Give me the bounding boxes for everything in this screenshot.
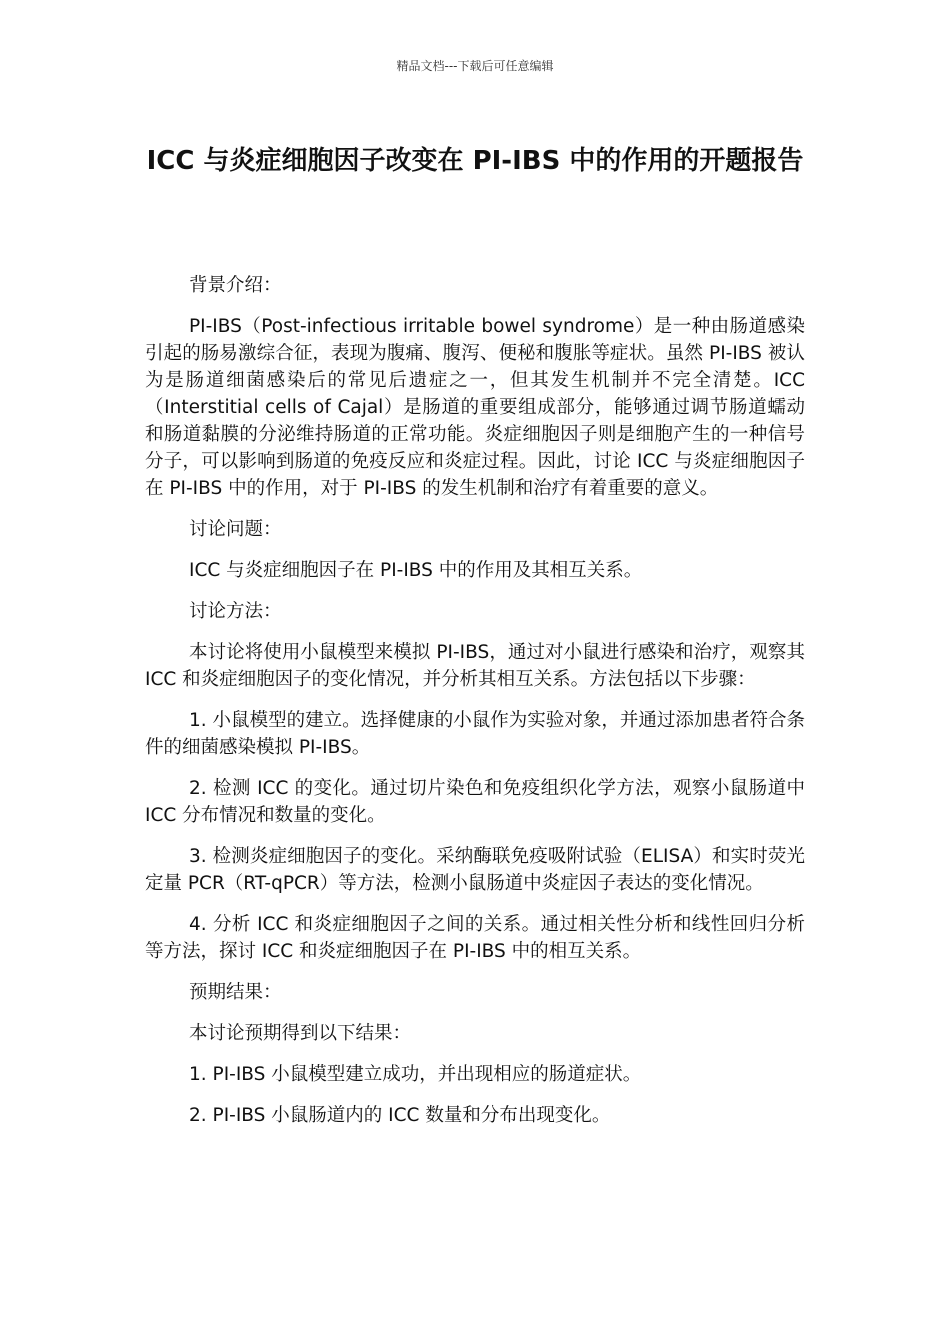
- method-step-2: 2. 检测 ICC 的变化。通过切片染色和免疫组织化学方法，观察小鼠肠道中 ICC 分布情况和数量的变化。: [145, 778, 805, 826]
- method-step-4: 4. 分析 ICC 和炎症细胞因子之间的关系。通过相关性分析和线性回归分析等方法，探讨 ICC 和炎症细胞因子在 PI-IBS 中的相互关系。: [145, 914, 805, 962]
- document-title: ICC 与炎症细胞因子改变在 PI-IBS 中的作用的开题报告: [146, 146, 804, 176]
- method-heading: 讨论方法：: [189, 601, 282, 622]
- background-paragraph: PI-IBS（Post-infectious irritable bowel syndrome）是一种由肠道感染引起的肠易激综合征，表现为腹痛、腹泻、便秘和腹胀等症状。虽然 PI-IBS 被认为是肠道细菌感染后的常见后遗症之一，但其发生机制并不完全清楚。ICC（Interstitial cells of Cajal）是肠道的重要组成部分，能够通过调节肠道蠕动和肠道黏膜的分泌维持肠道的正常功能。炎症细胞因子则是细胞产生的一种信号分子，可以影响到肠道的免疫反应和炎症过程。因此，讨论 ICC 与炎症细胞因子在 PI-IBS 中的作用，对于 PI-IBS 的发生机制和治疗有着重要的意义。: [145, 316, 805, 499]
- document-body: [145, 272, 805, 1143]
- method-step-1: 1. 小鼠模型的建立。选择健康的小鼠作为实验对象，并通过添加患者符合条件的细菌感染模拟 PI-IBS。: [145, 710, 805, 758]
- background-heading: 背景介绍：: [189, 275, 282, 296]
- results-item-2: 2. PI-IBS 小鼠肠道内的 ICC 数量和分布出现变化。: [189, 1105, 611, 1126]
- results-intro: 本讨论预期得到以下结果：: [189, 1023, 412, 1044]
- question-paragraph: ICC 与炎症细胞因子在 PI-IBS 中的作用及其相互关系。: [189, 560, 643, 581]
- results-item-1: 1. PI-IBS 小鼠模型建立成功，并出现相应的肠道症状。: [189, 1064, 642, 1085]
- method-step-3: 3. 检测炎症细胞因子的变化。采纳酶联免疫吸附试验（ELISA）和实时荧光定量 PCR（RT-qPCR）等方法，检测小鼠肠道中炎症因子表达的变化情况。: [145, 846, 805, 894]
- question-heading: 讨论问题：: [189, 519, 282, 540]
- header-note: 精品文档---下载后可任意编辑: [396, 59, 554, 73]
- results-heading: 预期结果：: [189, 982, 282, 1003]
- method-paragraph: 本讨论将使用小鼠模型来模拟 PI-IBS，通过对小鼠进行感染和治疗，观察其 ICC 和炎症细胞因子的变化情况，并分析其相互关系。方法包括以下步骤：: [145, 642, 805, 690]
